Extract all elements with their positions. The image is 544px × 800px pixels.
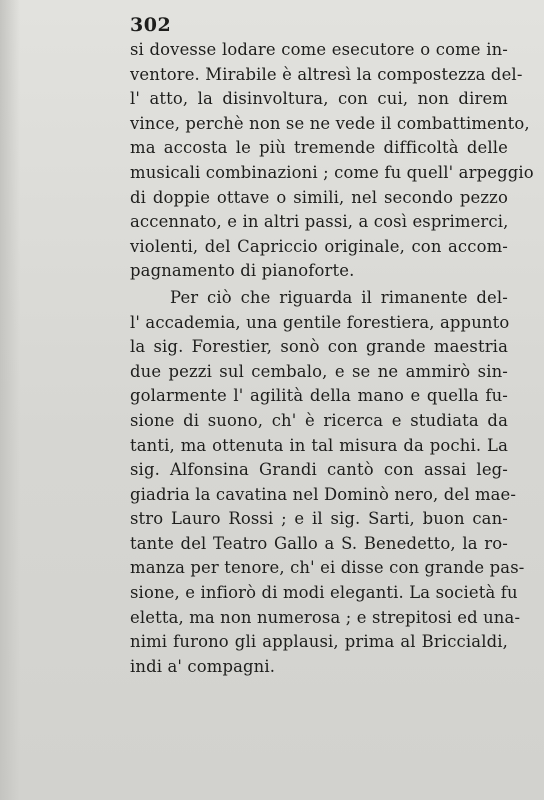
- text-line: eletta, ma non numerosa ; e strepitosi ed una-: [130, 607, 521, 627]
- text-line: ma accosta le più tremende difficoltà delle: [130, 138, 508, 158]
- body-text: [130, 38, 534, 679]
- text-line: stro Lauro Rossi ; e il sig. Sarti, buon can-: [130, 509, 508, 529]
- text-line: musicali combinazioni ; come fu quell' arpeggio: [130, 162, 534, 182]
- text-line: due pezzi sul cembalo, e se ne ammirò sin-: [130, 361, 508, 381]
- text-line: di doppie ottave o simili, nel secondo pezzo: [130, 187, 508, 207]
- text-line: pagnamento di pianoforte.: [130, 261, 355, 281]
- text-line: golarmente l' agilità della mano e quella fu-: [130, 386, 508, 406]
- text-line: tante del Teatro Gallo a S. Benedetto, la ro-: [130, 533, 508, 553]
- text-line: ventore. Mirabile è altresì la compostezza del-: [130, 64, 523, 84]
- text-line: giadria la cavatina nel Dominò nero, del mae-: [130, 484, 517, 504]
- text-line: sione, e infiorò di modi eleganti. La società fu: [130, 583, 518, 603]
- page-edge-shadow: [0, 0, 20, 800]
- text-line: manza per tenore, ch' ei disse con grande pas-: [130, 558, 525, 578]
- text-line: la sig. Forestier, sonò con grande maestria: [130, 337, 508, 357]
- text-line: tanti, ma ottenuta in tal misura da pochi. La: [130, 435, 508, 455]
- text-line: indi a' compagni.: [130, 656, 276, 676]
- text-line: nimi furono gli applausi, prima al Briccialdi,: [130, 632, 508, 652]
- text-line: violenti, del Capriccio originale, con accom-: [130, 236, 508, 256]
- text-line: si dovesse lodare come esecutore o come in-: [130, 40, 508, 59]
- text-line: Per ciò che riguarda il rimanente del-: [170, 287, 508, 307]
- text-line: sig. Alfonsina Grandi cantò con assai leg-: [130, 460, 508, 480]
- text-line: accennato, e in altri passi, a così esprimerci,: [130, 212, 509, 232]
- page-number: 302: [130, 14, 172, 36]
- text-line: vince, perchè non se ne vede il combattimento,: [130, 113, 530, 133]
- text-line: l' atto, la disinvoltura, con cui, non direm: [130, 89, 508, 109]
- text-line: l' accademia, una gentile forestiera, appunto: [130, 312, 510, 332]
- text-line: sione di suono, ch' è ricerca e studiata da: [130, 410, 508, 430]
